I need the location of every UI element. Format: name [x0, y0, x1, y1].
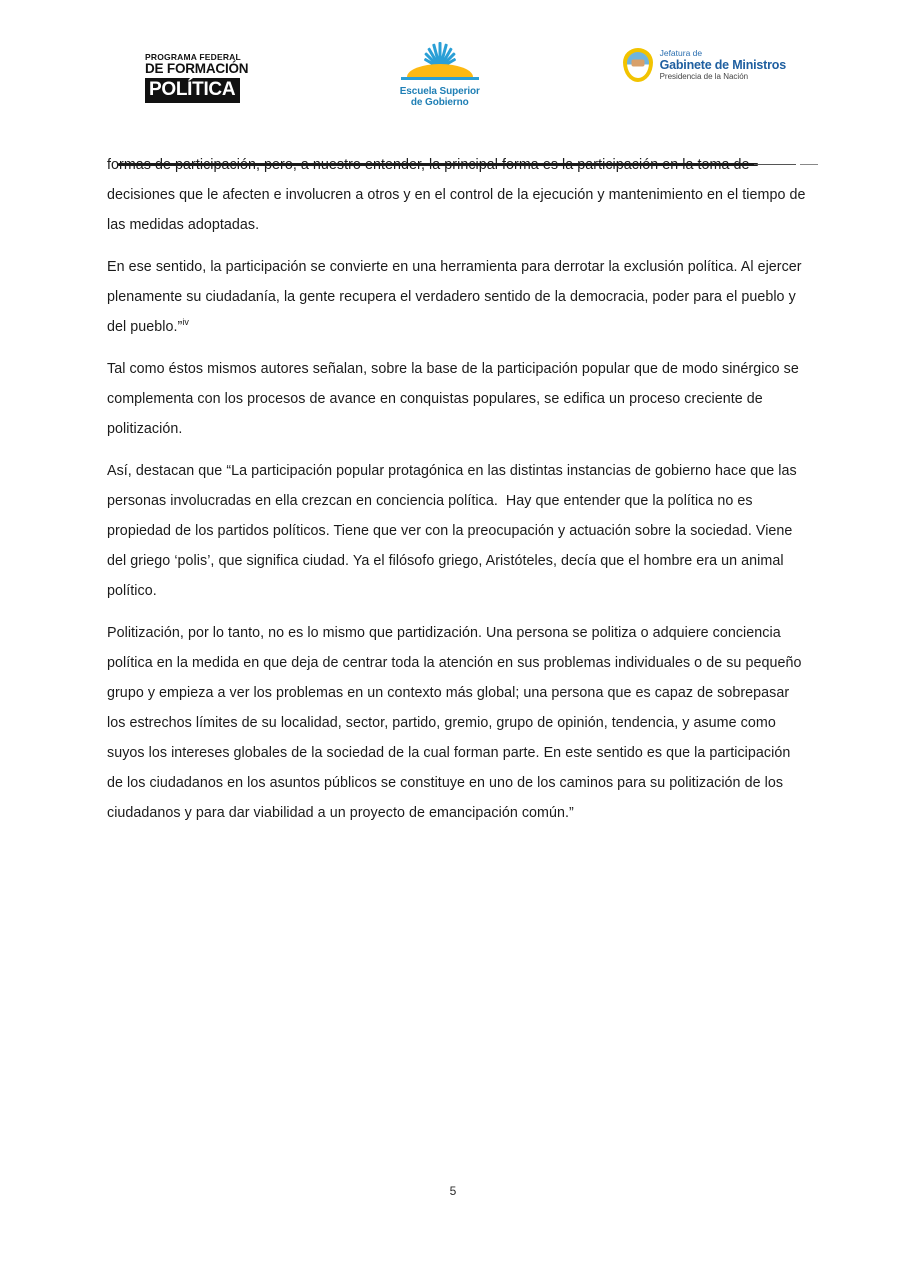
logo-pfp-line1: PROGRAMA FEDERAL: [145, 52, 241, 62]
logo-jefatura-de-gabinete: [623, 40, 786, 82]
logo-programa-federal-formacion-politica: [145, 40, 257, 103]
argentina-coat-of-arms-icon: [623, 48, 653, 82]
logo-jgm-line3: Presidencia de la Nación: [659, 72, 749, 81]
document-body: [107, 150, 810, 840]
paragraph-1: formas de participación, pero, a nuestro entender, la principal forma es la participación en la toma de decisiones que le afecten e involucren a otros y en el control de la ejecución y mantenimiento en el tiempo de las medidas adoptadas.: [107, 157, 810, 233]
paragraph-4: Así, destacan que “La participación popular protagónica en las distintas instancias de gobierno hace que las personas involucradas en ella crezcan en conciencia política. Hay que entender que la política no es propiedad de los partidos políticos. Tiene que ver con la preocupación y actuación sobre la sociedad. Viene del griego ‘polis’, que significa ciudad. Ya el filósofo griego, Aristóteles, decía que el hombre era un animal político.: [107, 463, 801, 599]
header-logo-row: [0, 40, 906, 108]
document-footer: [0, 1182, 906, 1200]
logo-pfp-line3: POLÍTICA: [145, 78, 240, 103]
page-number: 5: [449, 1184, 457, 1198]
logo-jgm-line1: Jefatura de: [659, 48, 703, 58]
sunrise-icon: [377, 42, 503, 86]
logo-esg-line2: de Gobierno: [410, 97, 469, 108]
logo-jgm-text: [660, 48, 786, 82]
paragraph-3: Tal como éstos mismos autores señalan, sobre la base de la participación popular que de modo sinérgico se complementa con los procesos de avance en conquistas populares, se edifica un proceso creciente de politización.: [107, 361, 803, 437]
paragraph-2-text: En ese sentido, la participación se convierte en una herramienta para derrotar la exclusión política. Al ejercer plenamente su ciudadanía, la gente recupera el verdadero sentido de la democracia, poder para el pueblo y del pueblo.”: [107, 259, 806, 335]
paragraph-2: [107, 252, 807, 342]
logo-esg-line1: Escuela Superior: [399, 86, 480, 97]
logo-escuela-superior-de-gobierno: [377, 40, 503, 108]
document-header: [0, 40, 906, 130]
sun-baseline-icon: [401, 77, 479, 80]
paragraph-5: Politización, por lo tanto, no es lo mismo que partidización. Una persona se politiza o adquiere conciencia política en la medida en que deja de centrar toda la atención en sus problemas individuales o de su pequeño grupo y empieza a ver los problemas en un contexto más global; una persona que es capaz de sobrepasar los estrechos límites de su localidad, sector, partido, gremio, grupo de opinión, tendencia, y asume como suyos los intereses globales de la sociedad de la cual forman parte. En este sentido es que la participación de los ciudadanos en los asuntos públicos se constituye en uno de los caminos para su politización de los ciudadanos y para dar viabilidad a un proyecto de emancipación común.”: [107, 625, 806, 821]
footnote-marker: iv: [182, 317, 189, 328]
logo-jgm-line2: Gabinete de Ministros: [659, 58, 786, 72]
logo-pfp-line2: DE FORMACIÓN: [145, 61, 249, 76]
